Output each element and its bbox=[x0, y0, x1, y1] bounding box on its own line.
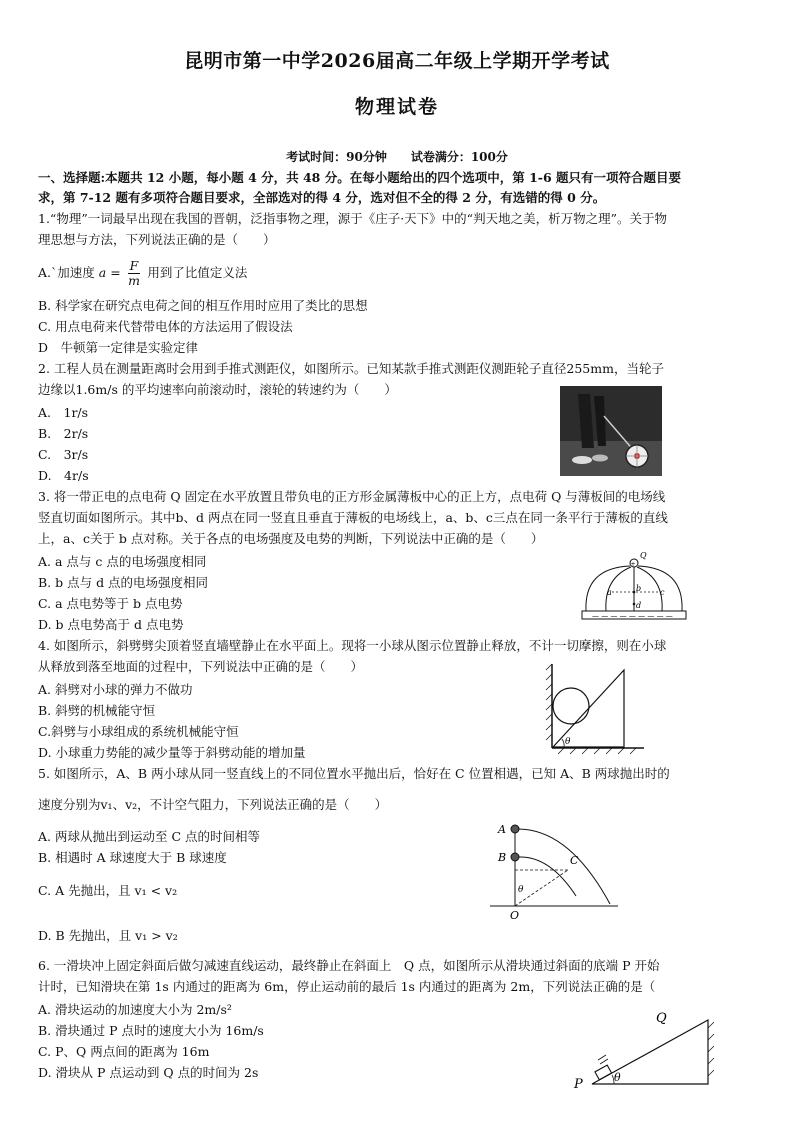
label-theta5: θ bbox=[518, 885, 524, 895]
q2-option-c: C. 3r/s bbox=[38, 447, 89, 462]
q2-option-d: D. 4r/s bbox=[38, 468, 89, 483]
q1-stem-line1: 1.“物理”一词最早出现在我国的晋朝，泛指事物之理，源于《庄子·天下》中的“判天地之美，析万物之理”。关于物 bbox=[38, 211, 667, 226]
q1-fraction bbox=[128, 259, 141, 288]
subject-title: 物理试卷 bbox=[354, 96, 439, 118]
q6-stem-line1: 6. 一滑块冲上固定斜面后做匀减速直线运动，最终静止在斜面上 Q 点，如图所示从滑块通过斜面的底端 P 开始 bbox=[38, 958, 660, 973]
q4-option-c: C.斜劈与小球组成的系统机械能守恒 bbox=[38, 724, 239, 739]
q3-option-a: A. a 点与 c 点的电场强度相同 bbox=[38, 554, 207, 569]
q6-option-d: D. 滑块从 P 点运动到 Q 点的时间为 2s bbox=[38, 1065, 259, 1080]
q5-option-b: B. 相遇时 A 球速度大于 B 球速度 bbox=[38, 850, 227, 865]
label-b: b bbox=[636, 584, 642, 593]
q6-option-b: B. 滑块通过 P 点时的速度大小为 16m/s bbox=[38, 1023, 264, 1038]
q1-option-a-var: a bbox=[98, 265, 107, 280]
measuring-wheel-photo bbox=[560, 386, 662, 476]
q1-option-a-prefix: A.`加速度 bbox=[38, 265, 95, 280]
q1-option-c: C. 用点电荷来代替带电体的方法运用了假设法 bbox=[38, 319, 293, 334]
label-C: C bbox=[570, 854, 579, 867]
label-Q: Q bbox=[640, 551, 647, 560]
section1-line2: 求，第 7-12 题有多项符合题目要求，全部选对的得 4 分，选对但不全的得 2 分，有选错的得 0 分。 bbox=[38, 190, 606, 205]
q3-option-c: C. a 点电势等于 b 点电势 bbox=[38, 596, 183, 611]
exam-title: 昆明市第一中学2026届高二年级上学期开学考试 bbox=[184, 50, 610, 72]
label-P: P bbox=[574, 1077, 583, 1092]
q1-option-d: D 牛顿第一定律是实验定律 bbox=[38, 340, 199, 355]
q5-option-c: C. A 先抛出，且 v₁ < v₂ bbox=[38, 883, 178, 898]
q3-option-d: D. b 点电势高于 d 点电势 bbox=[38, 617, 184, 632]
svg-text:+: + bbox=[630, 561, 636, 568]
q6-option-a: A. 滑块运动的加速度大小为 2m/s² bbox=[38, 1002, 232, 1017]
q1-fraction-num: F bbox=[129, 258, 139, 273]
label-a: a bbox=[607, 588, 612, 597]
q6-stem-line2: 计时，已知滑块在第 1s 内通过的距离为 6m，停止运动前的最后 1s 内通过的距离为 2m，下列说法正确的是（ bbox=[38, 979, 656, 994]
q5-option-d: D. B 先抛出，且 v₁ > v₂ bbox=[38, 928, 178, 943]
label-A: A bbox=[498, 823, 506, 836]
incline-diagram bbox=[570, 1002, 730, 1094]
q5-stem-line2: 速度分别为v₁、v₂，不计空气阻力，下列说法正确的是（ ） bbox=[38, 797, 388, 812]
q5-stem-line1: 5. 如图所示，A、B 两小球从同一竖直线上的不同位置水平抛出后，恰好在 C 位置相遇，已知 A、B 两球抛出时的 bbox=[38, 766, 670, 781]
q2-option-b: B. 2r/s bbox=[38, 426, 89, 441]
section1-line1: 一、选择题:本题共 12 小题，每小题 4 分，共 48 分。在每小题给出的四个选项中，第 1-6 题只有一项符合题目要 bbox=[38, 170, 682, 185]
label-d: d bbox=[636, 601, 642, 610]
svg-text:— — — — — — — — —: — — — — — — — — — bbox=[592, 612, 673, 620]
q2-stem-line2: 边缘以1.6m/s 的平均速率向前滚动时，滚轮的转速约为（ ） bbox=[38, 382, 397, 397]
q4-option-b: B. 斜劈的机械能守恒 bbox=[38, 703, 156, 718]
q1-fraction-den: m bbox=[128, 273, 140, 288]
label-Q6: Q bbox=[656, 1011, 667, 1026]
label-B: B bbox=[498, 851, 507, 864]
q4-option-a: A. 斜劈对小球的弹力不做功 bbox=[38, 682, 193, 697]
q1-stem-line2: 理思想与方法，下列说法正确的是（ ） bbox=[38, 232, 276, 247]
q4-option-d: D. 小球重力势能的减少量等于斜劈动能的增加量 bbox=[38, 745, 306, 760]
projectile-diagram bbox=[490, 818, 620, 922]
q4-stem-line2: 从释放到落至地面的过程中，下列说法中正确的是（ ） bbox=[38, 659, 364, 674]
q6-option-c: C. P、Q 两点间的距离为 16m bbox=[38, 1044, 210, 1059]
q3-option-b: B. b 点与 d 点的电场强度相同 bbox=[38, 575, 209, 590]
label-c: c bbox=[660, 588, 665, 597]
q1-option-b: B. 科学家在研究点电荷之间的相互作用时应用了类比的思想 bbox=[38, 298, 368, 313]
electric-field-diagram bbox=[574, 548, 692, 630]
label-theta6: θ bbox=[614, 1071, 621, 1084]
q3-stem-line1: 3. 将一带正电的点电荷 Q 固定在水平放置且带负电的正方形金属薄板中心的正上方，点电荷 Q 与薄板间的电场线 bbox=[38, 489, 666, 504]
q1-option-a-eq: = bbox=[110, 265, 121, 280]
q1-option-a-suffix: 用到了比值定义法 bbox=[147, 265, 248, 280]
q5-option-a: A. 两球从抛出到运动至 C 点的时间相等 bbox=[38, 829, 260, 844]
label-O: O bbox=[510, 909, 520, 922]
q2-option-a: A. 1r/s bbox=[38, 405, 89, 420]
q3-stem-line2: 竖直切面如图所示。其中b、d 两点在同一竖直且垂直于薄板的电场线上，a、b、c三点在同一条平行于薄板的直线 bbox=[38, 510, 668, 525]
wedge-ball-diagram bbox=[544, 660, 648, 756]
q4-stem-line1: 4. 如图所示，斜劈劈尖顶着竖直墙壁静止在水平面上。现将一小球从图示位置静止释放，不计一切摩擦，则在小球 bbox=[38, 638, 667, 653]
q2-stem-line1: 2. 工程人员在测量距离时会用到手推式测距仪，如图所示。已知某款手推式测距仪测距轮子直径255mm，当轮子 bbox=[38, 361, 664, 376]
q1-option-a bbox=[38, 258, 247, 288]
exam-info: 考试时间：90分钟 试卷满分：100分 bbox=[286, 150, 508, 164]
label-theta: θ bbox=[565, 737, 571, 747]
q3-stem-line3: 上，a、c关于 b 点对称。关于各点的电场强度及电势的判断，下列说法中正确的是（ ） bbox=[38, 531, 544, 546]
